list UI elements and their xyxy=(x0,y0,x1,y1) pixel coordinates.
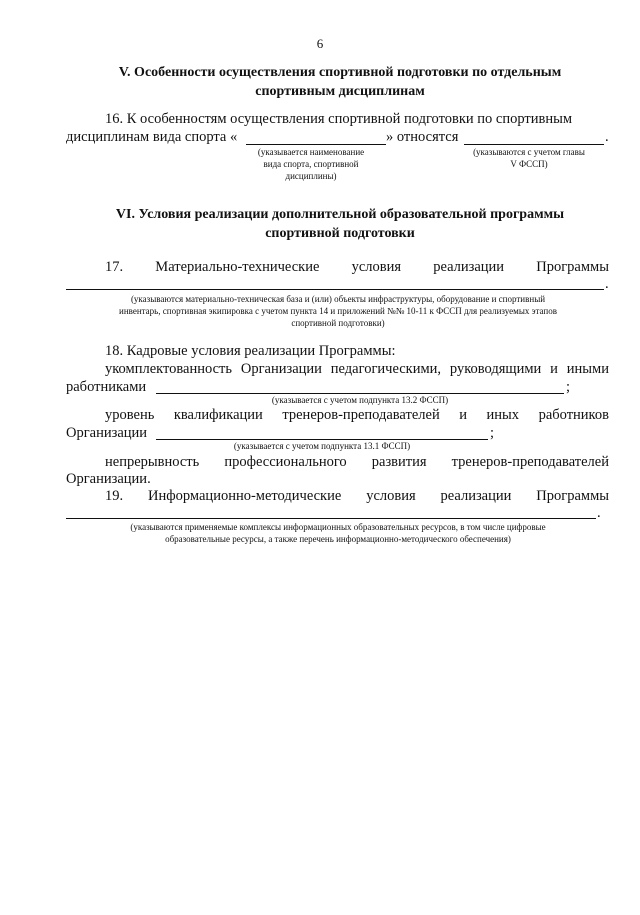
p18-level-word: и xyxy=(459,407,467,423)
section-5-heading-line-2: спортивным дисциплинам xyxy=(255,84,425,99)
staffing-end: ; xyxy=(566,379,571,395)
caption-17-line-1: (указываются материально-техническая база и (или) объекты инфраструктуры, оборудование и спортивный xyxy=(130,294,546,304)
qualification-line-2: Организации xyxy=(66,425,148,441)
page-number: 6 xyxy=(316,36,324,51)
p18-cont-word: тренеров-преподавателей xyxy=(451,454,609,470)
p17-word: условия xyxy=(351,259,402,275)
caption-sport-name-line-3: дисциплины) xyxy=(285,171,337,181)
section-5-heading-line-1: V. Особенности осуществления спортивной подготовки по отдельным xyxy=(118,65,562,80)
p18-staff-word: и xyxy=(550,361,558,377)
p19-word: Информационно-методические xyxy=(148,488,342,504)
p17-word: реализации xyxy=(433,259,505,275)
section-6-heading-line-1: VI. Условия реализации дополнительной образовательной программы xyxy=(115,207,565,222)
staffing-line-2: работниками xyxy=(66,379,147,395)
p18-level-word: работников xyxy=(538,407,609,423)
caption-18-qualification: (указывается с учетом подпункта 13.1 ФССП) xyxy=(233,441,411,451)
p18-cont-word: непрерывность xyxy=(105,454,200,470)
material-base-blank xyxy=(66,289,604,290)
sport-name-blank xyxy=(246,144,386,145)
paragraph-19-line-1 xyxy=(105,487,609,505)
qualification-end: ; xyxy=(490,425,495,441)
caption-features xyxy=(454,146,604,170)
p19-word: реализации xyxy=(440,488,512,504)
p18-level-word: тренеров-преподавателей xyxy=(282,407,440,423)
paragraph-18-title: 18. Кадровые условия реализации Программы: xyxy=(105,343,396,359)
caption-sport-name xyxy=(236,146,386,182)
p19-word: Программы xyxy=(536,488,609,504)
paragraph-17-end: . xyxy=(605,276,609,292)
paragraph-17-line-1 xyxy=(105,258,609,276)
p18-staff-word: руководящими xyxy=(449,361,542,377)
continuity-line-2: Организации. xyxy=(66,471,151,487)
features-blank xyxy=(464,144,604,145)
caption-17-line-2: инвентарь, спортивная экипировка с учетом пункта 14 и приложений №№ 10-11 к ФССП для реализуемых этапов xyxy=(119,306,557,316)
paragraph-16-end: . xyxy=(605,129,609,145)
caption-17-line-3: спортивной подготовки) xyxy=(291,318,385,328)
caption-18-staffing: (указывается с учетом подпункта 13.2 ФССП) xyxy=(271,395,449,405)
p18-cont-word: профессионального xyxy=(224,454,347,470)
p18-level-word: квалификации xyxy=(173,407,263,423)
caption-19 xyxy=(66,521,610,545)
p19-word: условия xyxy=(366,488,416,504)
paragraph-16-line-2-start: дисциплинам вида спорта « xyxy=(66,129,238,145)
section-6-heading-line-2: спортивной подготовки xyxy=(265,226,415,241)
p18-cont-word: развития xyxy=(371,454,427,470)
caption-sport-name-line-2: вида спорта, спортивной xyxy=(263,159,359,169)
p17-word: Программы xyxy=(536,259,609,275)
p18-staff-word: педагогическими, xyxy=(330,361,442,377)
staffing-line-1 xyxy=(105,360,609,378)
p18-staff-word: Организации xyxy=(240,361,322,377)
caption-19-line-1: (указываются применяемые комплексы информационных образовательных ресурсов, в том числе цифровые xyxy=(130,522,546,532)
continuity-line-1 xyxy=(105,453,609,471)
paragraph-16-line-1: 16. К особенностям осуществления спортивной подготовки по спортивным xyxy=(105,111,573,127)
caption-sport-name-line-1: (указывается наименование xyxy=(257,147,365,157)
caption-17 xyxy=(66,293,610,329)
caption-features-line-1: (указываются с учетом главы xyxy=(473,147,585,157)
paragraph-16-line-2-mid: » относятся xyxy=(386,129,459,145)
p17-word: Материально-технические xyxy=(155,259,320,275)
p17-word: 17. xyxy=(105,259,124,275)
paragraph-19-end: . xyxy=(597,505,601,521)
p18-staff-word: иными xyxy=(566,361,609,377)
caption-features-line-2: V ФССП) xyxy=(510,159,548,169)
qualification-line-1 xyxy=(105,406,609,424)
p18-staff-word: укомплектованность xyxy=(105,361,232,377)
info-methodical-blank xyxy=(66,518,596,519)
p18-level-word: иных xyxy=(486,407,520,423)
caption-19-line-2: образовательные ресурсы, а также перечень информационно-методического обеспечения) xyxy=(165,534,511,544)
p18-level-word: уровень xyxy=(105,407,155,423)
p19-word: 19. xyxy=(105,488,124,504)
